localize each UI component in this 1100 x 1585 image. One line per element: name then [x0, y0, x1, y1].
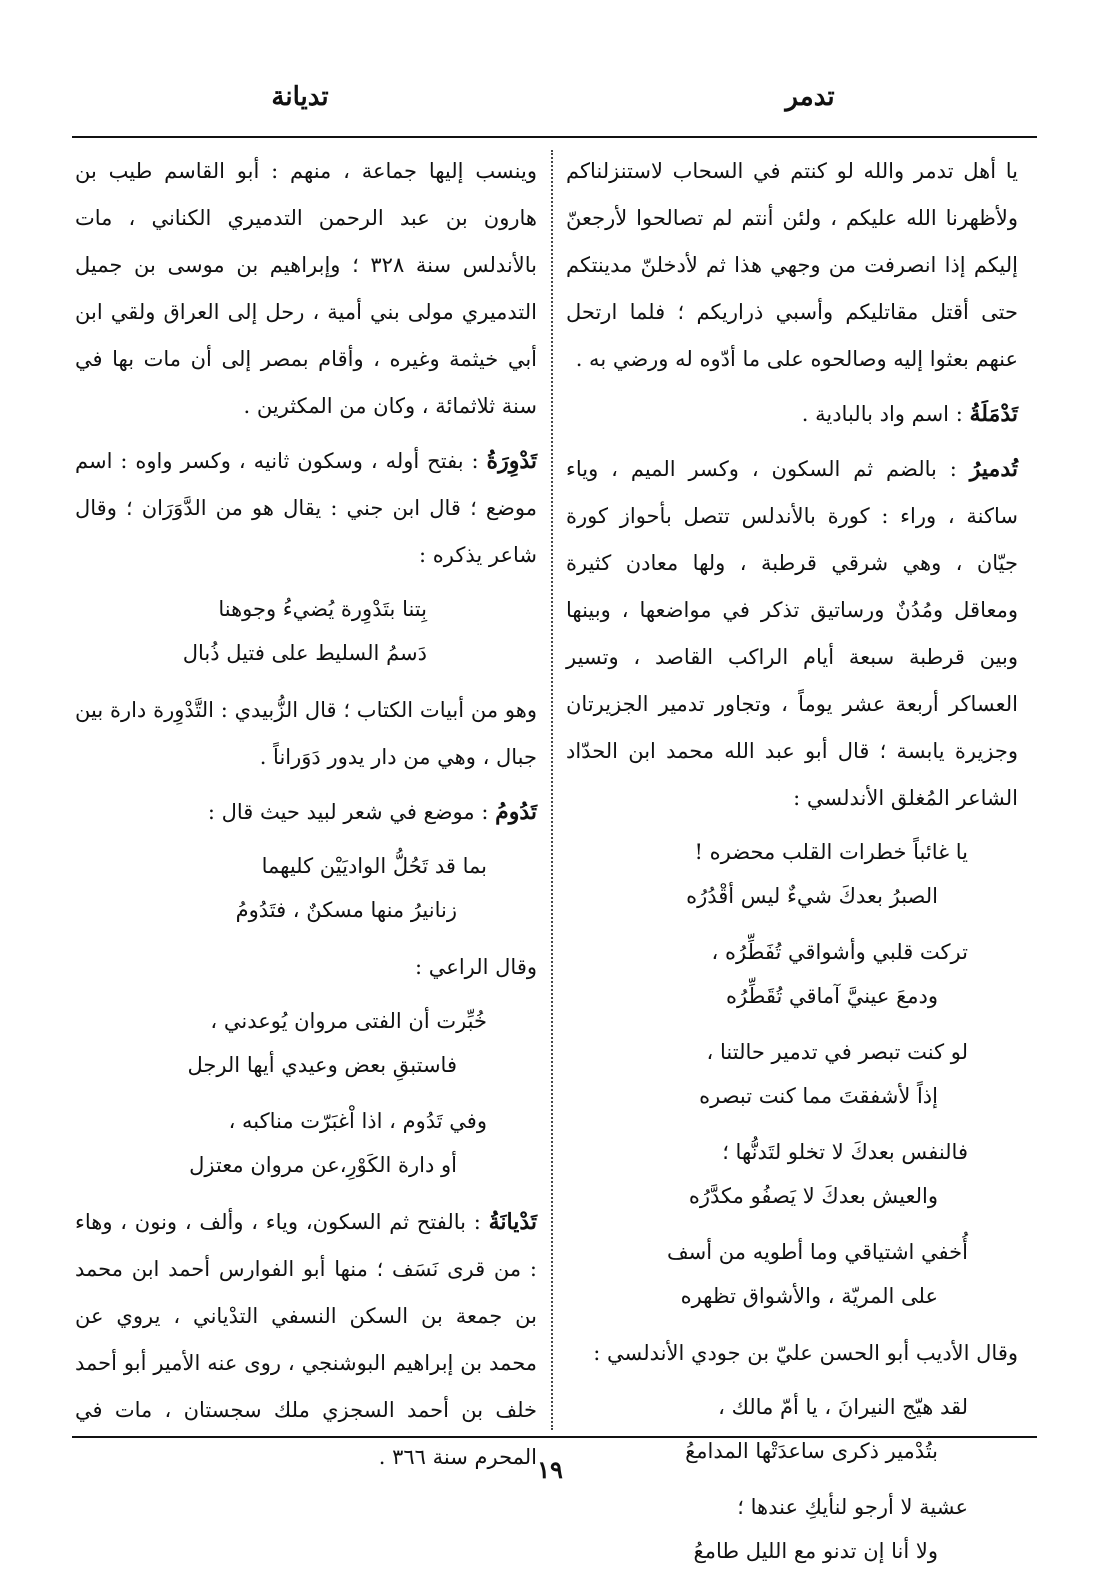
headword: تَدْيانَةُ — [488, 1209, 537, 1235]
paragraph: وينسب إليها جماعة ، منهم : أبو القاسم طيب بن هارون بن عبد الرحمن التدميري الكناني ، مات بالأندلس سنة ٣٢٨ ؛ وإبراهيم بن موسى بن جميل التدميري مولى بني أمية ، رحل إلى العراق ولقي ابن أبي خيثمة وغيره ، وأقام بمصر إلى أن مات بها في سنة ثلاثمائة ، وكان من المكثرين . — [75, 159, 537, 418]
verse-line: أو دارة الكَوْرِ،عن مروان معتزل — [189, 1153, 457, 1177]
verse-line: عشية لا أرجو لنأيكِ عندها ؛ — [737, 1495, 968, 1519]
verse-line: الصبرُ بعدكَ شيءٌ ليس أقْدُرُه — [686, 884, 938, 908]
verse-line: زنانيرُ منها مسكنٌ ، فتَدُومُ — [235, 898, 457, 922]
headword: تَدْمَلَةُ — [969, 401, 1018, 427]
verse-line: دَسمُ السليط على فتيل ذُبال — [182, 641, 427, 665]
verse — [566, 1230, 1018, 1318]
headword: تَدُومُ — [495, 799, 537, 825]
verse-line: بما قد تَحُلُّ الواديَيْن كليهما — [261, 854, 487, 878]
paragraph: وهو من أبيات الكتاب ؛ قال الزُّبيدي : التَّدْوِرة دارة بين جبال ، وهي من دار يدور دَوَراناً . — [75, 698, 537, 769]
verse — [75, 587, 537, 675]
top-rule — [72, 136, 1037, 138]
bottom-rule — [72, 1436, 1037, 1438]
entry-tadwira — [75, 438, 537, 579]
running-header-right: تدمر — [785, 82, 835, 112]
verse-line: لو كنت تبصر في تدمير حالتنا ، — [706, 1040, 968, 1064]
verse — [566, 1130, 1018, 1218]
verse-line: يا غائباً خطرات القلب محضره ! — [694, 840, 968, 864]
verse-line: أُخفي اشتياقي وما أطويه من أسف — [666, 1240, 968, 1264]
verse — [75, 844, 537, 932]
entry-text: : بفتح أوله ، وسكون ثانيه ، وكسر واوه : اسم موضع ؛ قال ابن جني : يقال هو من الدَّوَرَان ؛ وقال شاعر يذكره : — [75, 449, 537, 567]
verse-line: خُبِّرت أن الفتى مروان يُوعدني ، — [210, 1009, 487, 1033]
entry-tadum — [75, 789, 537, 836]
verse-line: بِتنا بتَدْوِرة يُضيءُ وجوهنا — [218, 597, 427, 621]
paragraph: يا أهل تدمر والله لو كنتم في السحاب لاستنزلناكم ولأظهرنا الله عليكم ، ولئن أنتم لم تصالحوا لأرجعنّ إليكم إذا انصرفت من وجهي هذا ثم لأدخلنّ مدينتكم حتى أقتل مقاتليكم وأسبي ذراريكم ؛ فلما ارتحل عنهم بعثوا إليه وصالحوه على ما أدّوه له ورضي به . — [566, 159, 1018, 371]
verse — [75, 1099, 537, 1187]
left-column — [75, 148, 537, 1489]
verse-line: والعيش بعدكَ لا يَصفُو مكدَّرُه — [688, 1184, 938, 1208]
right-column — [566, 148, 1018, 1585]
verse-line: لقد هيّج النيرانَ ، يا أمّ مالك ، — [718, 1395, 968, 1419]
verse — [75, 999, 537, 1087]
running-header-left: تديانة — [271, 82, 329, 112]
verse-line: بتُدْمير ذكرى ساعدَتْها المدامعُ — [685, 1439, 938, 1463]
headword: تُدميرُ — [969, 456, 1018, 482]
headword: تَدْوِرَةُ — [486, 448, 537, 474]
entry-text: : موضع في شعر لبيد حيث قال : — [207, 800, 496, 824]
verse — [566, 930, 1018, 1018]
verse-line: ودمعَ عينيَّ آماقي تُقَطِّرُه — [726, 984, 938, 1008]
paragraph: وقال الراعي : — [415, 955, 537, 979]
verse-line: ولا أنا إن تدنو مع الليل طامعُ — [693, 1539, 938, 1563]
verse-line: تركت قلبي وأشواقي تُفَطِّرُه ، — [711, 940, 968, 964]
entry-text: : بالضم ثم السكون ، وكسر الميم ، وياء ساكنة ، وراء : كورة بالأندلس تتصل بأحواز كورة جيّان ، وهي شرقي قرطبة ، ولها معادن كثيرة ومعاقل ومُدُنٌ ورساتيق تذكر في مواضعها ، وبينها وبين قرطبة سبعة أيام الراكب القاصد ، وتسير العساكر أربعة عشر يوماً ، وتجاور تدمير الجزيرتان وجزيرة يابسة ؛ قال أبو عبد الله محمد ابن الحدّاد الشاعر المُغلق الأندلسي : — [566, 457, 1018, 810]
entry-tadmala — [566, 391, 1018, 438]
verse-line: على المريّة ، والأشواق تظهره — [680, 1284, 938, 1308]
paragraph: وقال الأديب أبو الحسن عليّ بن جودي الأندلسي : — [593, 1341, 1018, 1365]
column-divider — [551, 150, 553, 1430]
verse — [566, 1385, 1018, 1473]
verse-line: فاستبقِ بعض وعيدي أيها الرجل — [187, 1053, 457, 1077]
verse — [566, 1485, 1018, 1573]
entry-tadyana — [75, 1199, 537, 1481]
verse-line: إذاً لأشفقتَ مما كنت تبصره — [699, 1084, 938, 1108]
verse-line: فالنفس بعدكَ لا تخلو لتَدنُّها ؛ — [722, 1140, 968, 1164]
page-number: ١٩ — [537, 1455, 563, 1484]
verse — [566, 830, 1018, 918]
verse-line: وفي تَدُوم ، اذا اْغبَرّت مناكبه ، — [228, 1109, 487, 1133]
entry-text: : بالفتح ثم السكون، وياء ، وألف ، ونون ، وهاء : من قرى نَسَف ؛ منها أبو الفوارس أحمد ابن محمد بن جمعة بن السكن النسفي التدْياني ، يروي عن محمد بن إبراهيم البوشنجي ، روى عنه الأمير أبو أحمد خلف بن أحمد السجزي ملك سجستان ، مات في المحرم سنة ٣٦٦ . — [75, 1210, 537, 1469]
entry-text: : اسم واد بالبادية . — [801, 402, 970, 426]
entry-tudmir — [566, 446, 1018, 822]
verse — [566, 1030, 1018, 1118]
